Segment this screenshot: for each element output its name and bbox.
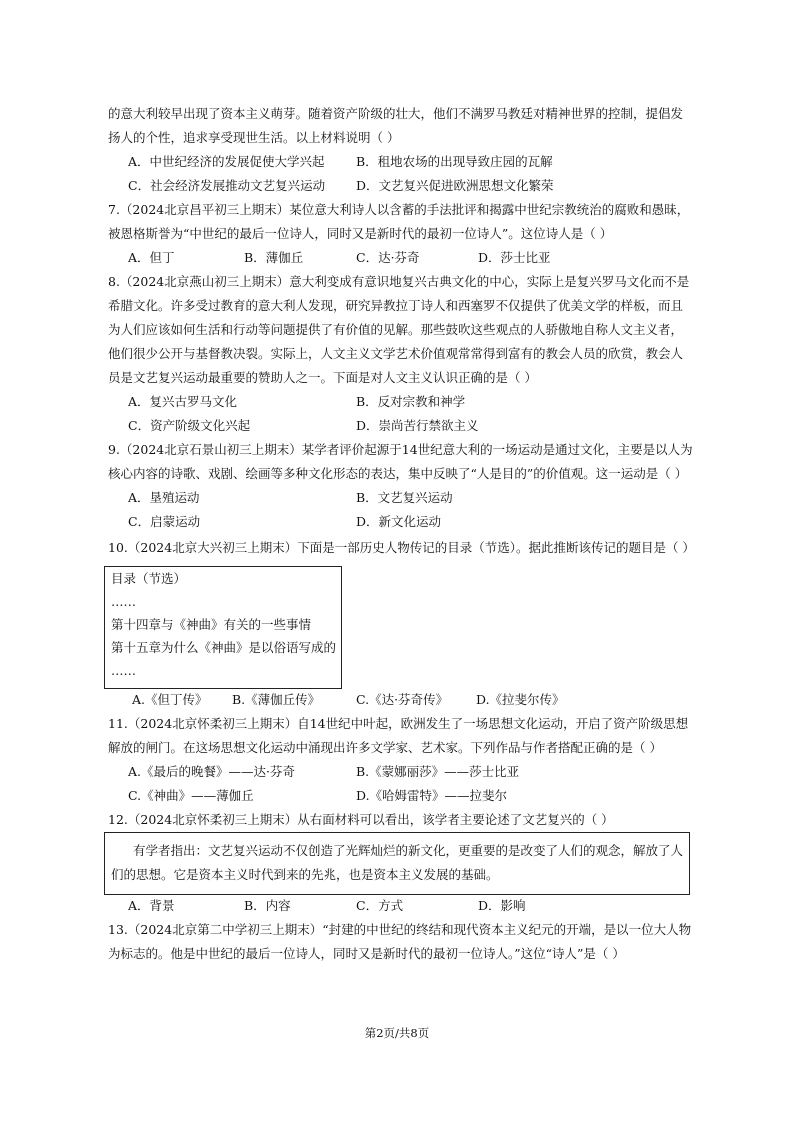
box-line: 第十五章为什么《神曲》是以俗语写成的: [111, 640, 337, 655]
box-line: ……: [111, 663, 136, 678]
option-b: B．租地农场的出现导致庄园的瓦解: [356, 154, 553, 169]
option-c: C．资产阶级文化兴起: [128, 418, 251, 433]
box-line: 有学者指出：文艺复兴运动不仅创造了光辉灿烂的新文化，更重要的是改变了人们的观念，解放了人: [133, 843, 684, 858]
options-row: [0, 390, 794, 414]
options-row: [0, 174, 794, 198]
box-line: ……: [111, 594, 136, 609]
question-9-text: 9.（2024北京石景山初三上期末）某学者评价起源于14世纪意大利的一场运动是通过文化，主要是以人为: [108, 442, 693, 457]
quote-box: [104, 832, 690, 895]
option-b: B．薄伽丘: [244, 250, 304, 265]
option-c: C．达·芬奇: [356, 250, 420, 265]
question-text: 的意大利较早出现了资本主义萌芽。随着资产阶级的壮大，他们不满罗马教廷对精神世界的控制，提倡发: [108, 106, 684, 121]
options-row: [0, 760, 794, 784]
option-d: D．文艺复兴促进欧洲思想文化繁荣: [356, 178, 554, 193]
option-d: D．崇尚苦行禁欲主义: [356, 418, 479, 433]
question-7-text: 7.（2024北京昌平初三上期末）某位意大利诗人以含蓄的手法批评和揭露中世纪宗教统治的腐败和愚昧，: [108, 202, 690, 217]
option-a: A．复兴古罗马文化: [128, 394, 238, 409]
option-b: B.《蒙娜丽莎》——莎士比亚: [356, 764, 520, 779]
question-8-text: 希腊文化。许多受过教育的意大利人发现，研究异教拉丁诗人和西塞罗不仅提供了优美文学的样板，而且: [108, 298, 684, 313]
options-row: [0, 486, 794, 510]
options-row: [0, 414, 794, 438]
option-a: A．但丁: [128, 250, 175, 265]
question-8-text: 员是文艺复兴运动最重要的赞助人之一。下面是对人文主义认识正确的是（ ）: [108, 370, 537, 385]
option-b: B．反对宗教和神学: [356, 394, 466, 409]
question-13-text: 为标志的。他是中世纪的最后一位诗人，同时又是新时代的最初一位诗人。”这位“诗人”是（ ）: [108, 946, 625, 961]
option-b: B．文艺复兴运动: [356, 490, 453, 505]
option-c: C.《神曲》——薄伽丘: [128, 788, 254, 803]
option-d: D.《哈姆雷特》——拉斐尔: [356, 788, 508, 803]
question-8-text: 他们很少公开与基督教决裂。实际上，人文主义文学艺术价值观常常得到富有的教会人员的欣赏，教会人: [108, 346, 684, 361]
option-a: A．垦殖运动: [128, 490, 200, 505]
option-b: B．内容: [244, 898, 291, 913]
table-of-contents-box: [104, 566, 342, 689]
box-line: 第十四章与《神曲》有关的一些事情: [111, 617, 312, 632]
box-line: 目录（节选）: [111, 571, 187, 586]
option-a: A.《最后的晚餐》——达·芬奇: [128, 764, 295, 779]
question-8-text: 8.（2024北京燕山初三上期末）意大利变成有意识地复兴古典文化的中心，实际上是复兴罗马文化而不是: [108, 274, 690, 289]
option-c: C.《达·芬奇传》: [356, 692, 449, 707]
option-d: D.《拉斐尔传》: [476, 692, 565, 707]
options-row: [0, 894, 794, 918]
option-a: A．背景: [128, 898, 175, 913]
question-11-text: 11.（2024北京怀柔初三上期末）自14世纪中叶起，欧洲发生了一场思想文化运动，开启了资产阶级思想: [108, 716, 689, 731]
option-b: B.《薄伽丘传》: [232, 692, 321, 707]
option-c: C．启蒙运动: [128, 514, 201, 529]
option-c: C．社会经济发展推动文艺复兴运动: [128, 178, 326, 193]
options-row: [0, 784, 794, 808]
question-11-text: 解放的闸门。在这场思想文化运动中涌现出许多文学家、艺术家。下列作品与作者搭配正确的是（ ）: [108, 740, 662, 755]
page-number: 第2页/共8页: [364, 1026, 430, 1040]
box-line: 们的思想。它是资本主义时代到来的先兆，也是资本主义发展的基础。: [111, 867, 499, 882]
option-d: D．影响: [478, 898, 526, 913]
options-row: [0, 688, 794, 712]
options-row: [0, 510, 794, 534]
question-13-text: 13.（2024北京第二中学初三上期末）“封建的中世纪的终结和现代资本主义纪元的开端，是以一位大人物: [108, 922, 692, 937]
option-d: D．新文化运动: [356, 514, 442, 529]
option-a: A.《但丁传》: [132, 692, 208, 707]
options-row: [0, 246, 794, 270]
question-text: 扬人的个性，追求享受现世生活。以上材料说明（ ）: [108, 130, 400, 145]
option-c: C．方式: [356, 898, 404, 913]
option-d: D．莎士比亚: [478, 250, 551, 265]
question-8-text: 为人们应该如何生活和行动等问题提供了有价值的见解。那些鼓吹这些观点的人骄傲地自称人文主义者，: [108, 322, 684, 337]
question-12-text: 12.（2024北京怀柔初三上期末）从右面材料可以看出，该学者主要论述了文艺复兴的（ ）: [108, 812, 614, 827]
option-a: A．中世纪经济的发展促使大学兴起: [128, 154, 325, 169]
options-row: [0, 150, 794, 174]
question-7-text: 被恩格斯誉为“中世纪的最后一位诗人，同时又是新时代的最初一位诗人”。这位诗人是（ ）: [108, 226, 613, 241]
question-10-text: 10.（2024北京大兴初三上期末）下面是一部历史人物传记的目录（节选）。据此推断该传记的题目是（ ）: [108, 540, 695, 555]
question-9-text: 核心内容的诗歌、戏剧、绘画等多种文化形态的表达，集中反映了“人是目的”的价值观。这一运动是（ ）: [108, 466, 688, 481]
